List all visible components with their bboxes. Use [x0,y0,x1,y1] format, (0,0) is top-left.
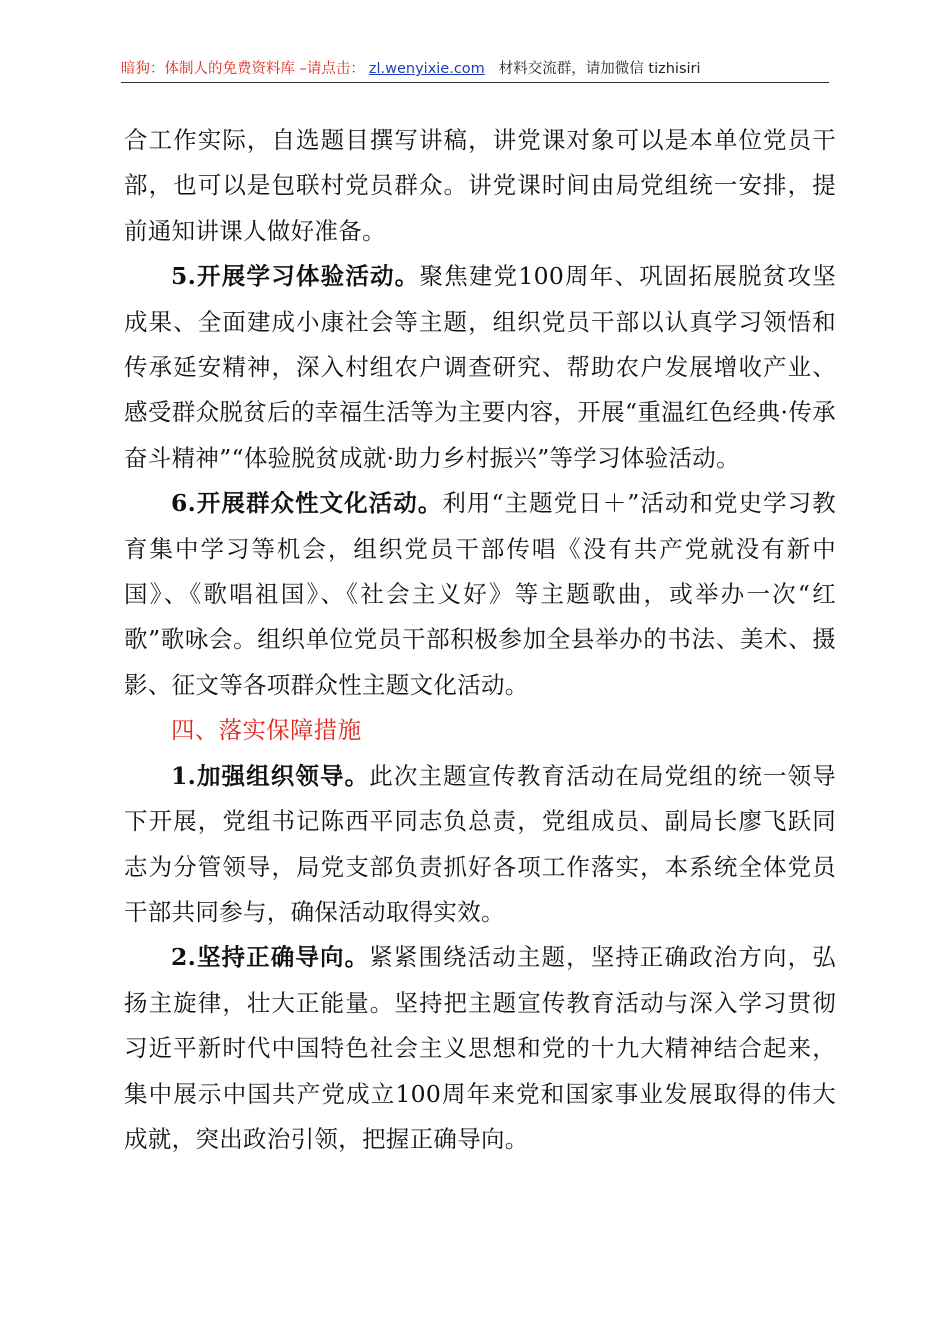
paragraph-title: 5.开展学习体验活动。 [171,262,420,291]
paragraph-title: 1.加强组织领导。 [171,761,370,790]
section-heading: 四、落实保障措施 [171,716,362,745]
paragraph-body: 此次主题宣传教育活动在局党组的统一领导下开展，党组书记陈西平同志负总责，党组成员、副局长廖飞跃同志为分管领导，局党支部负责抓好各项工作落实，本系统全体党员干部共同参与，确保活动取得实效。 [124,761,836,926]
header-link[interactable]: zl.wenyixie.com [368,61,485,77]
paragraph-body: 利用“主题党日＋”活动和党史学习教育集中学习等机会，组织党员干部传唱《没有共产党就没有新中国》、《歌唱祖国》、《社会主义好》等主题歌曲，或举办一次“红歌”歌咏会。组织单位党员干部积极参加全县举办的书法、美术、摄影、征文等各项群众性主题文化活动。 [124,489,836,699]
paragraph-learning-experience [124,254,836,481]
document-body [124,118,836,1162]
paragraph-title: 6.开展群众性文化活动。 [171,489,443,518]
header-divider [121,82,829,83]
paragraph-body: 聚焦建党100周年、巩固拓展脱贫攻坚成果、全面建成小康社会等主题，组织党员干部以认真学习领悟和传承延安精神，深入村组农户调查研究、帮助农户发展增收产业、感受群众脱贫后的幸福生活等为主要内容，开展“重温红色经典·传承奋斗精神”“体验脱贫成就·助力乡村振兴”等学习体验活动。 [124,262,836,472]
header-contact-text: 材料交流群，请加微信 tizhisiri [498,61,701,77]
paragraph-organization-leadership [124,754,836,936]
paragraph-body: 紧紧围绕活动主题，坚持正确政治方向，弘扬主旋律，壮大正能量。坚持把主题宣传教育活动与深入学习贯彻习近平新时代中国特色社会主义思想和党的十九大精神结合起来，集中展示中国共产党成立100周年来党和国家事业发展取得的伟大成就，突出政治引领，把握正确导向。 [124,943,836,1153]
paragraph-title: 2.坚持正确导向。 [171,943,370,972]
paragraph-continuation: 合工作实际，自选题目撰写讲稿，讲党课对象可以是本单位党员干部，也可以是包联村党员群众。讲党课时间由局党组统一安排，提前通知讲课人做好准备。 [124,126,836,245]
paragraph-cultural-activities [124,481,836,708]
page-header-banner [121,56,829,82]
paragraph-correct-orientation [124,935,836,1162]
header-promo-text: 暗狗：体制人的免费资料库 –请点击： [121,61,365,77]
